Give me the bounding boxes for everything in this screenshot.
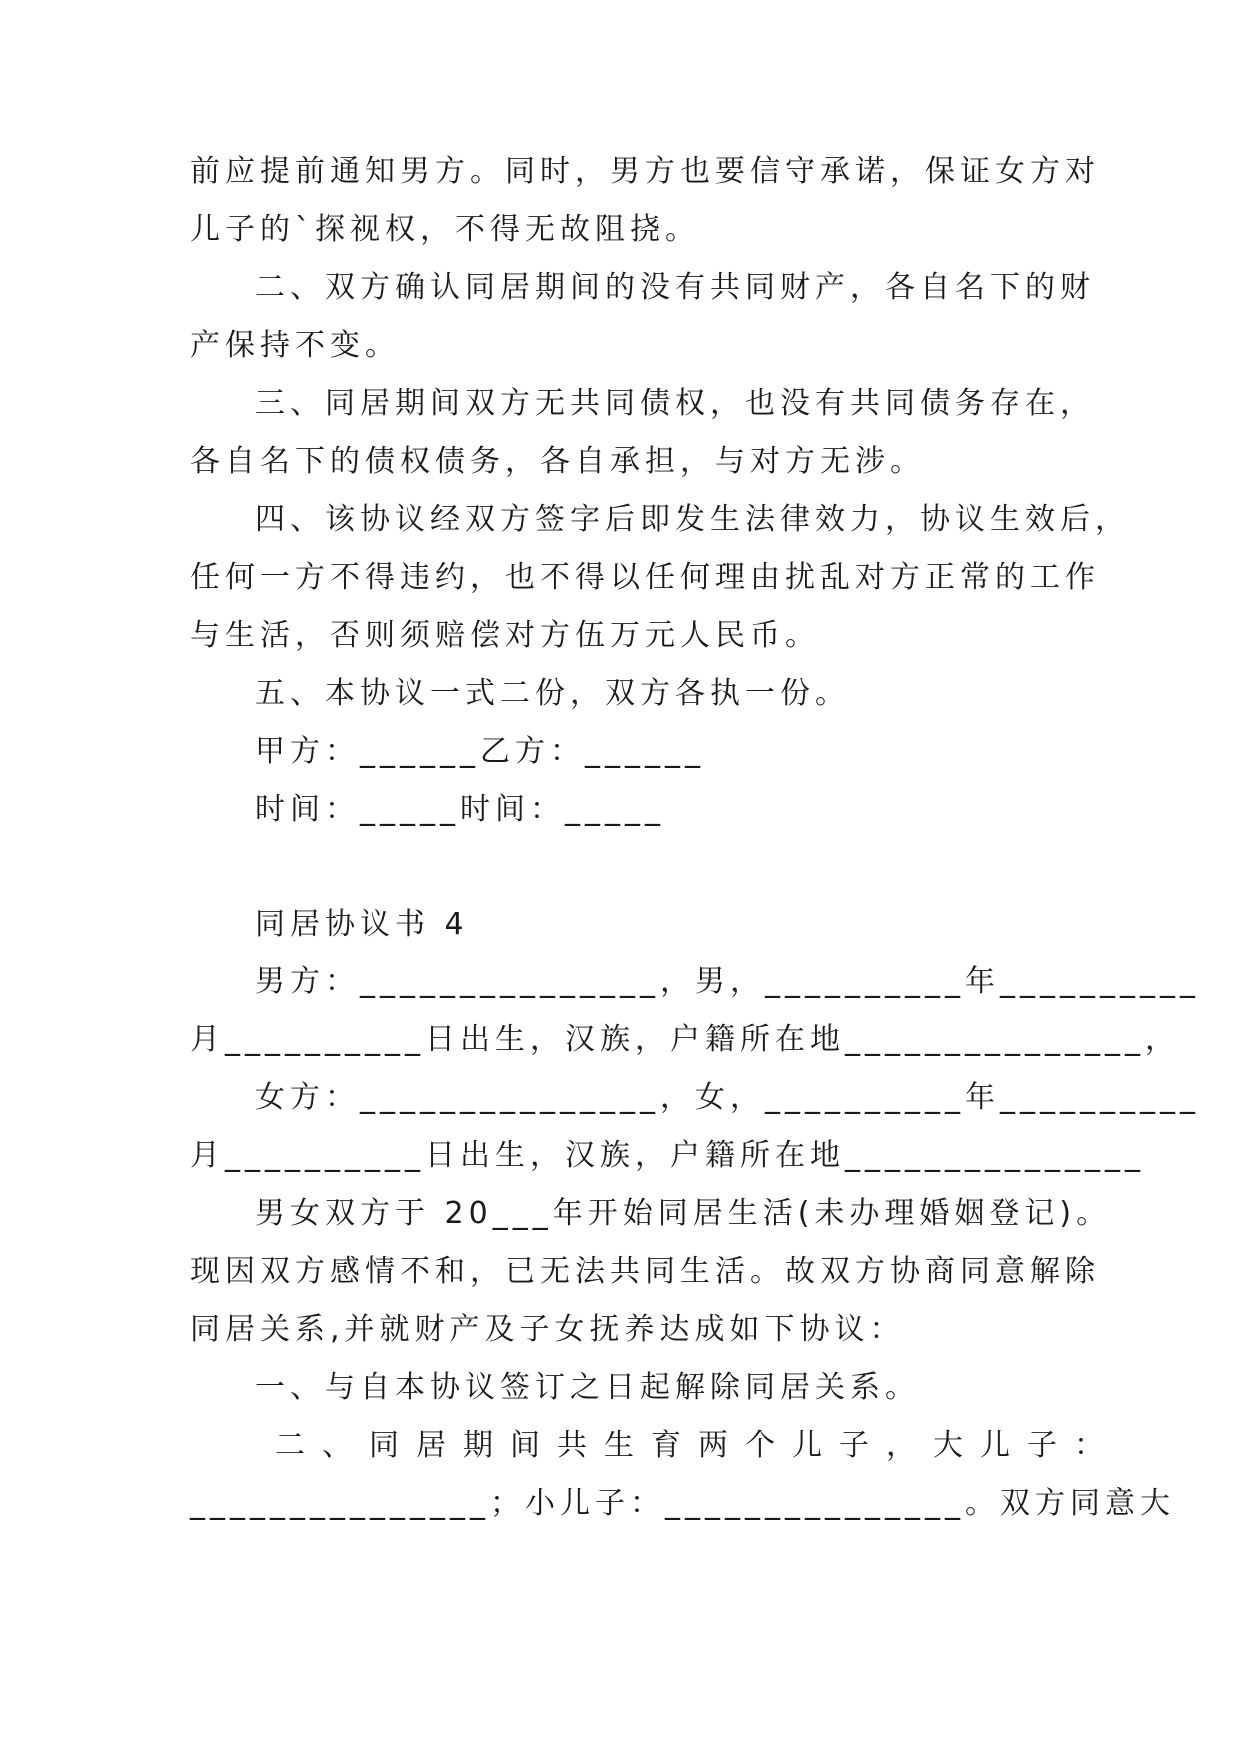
text-line: 现因双方感情不和，已无法共同生活。故双方协商同意解除 (190, 1254, 1100, 1289)
text-line: 男方：_______________，男，__________年__________ (255, 964, 1200, 999)
text-line: 一、与自本协议签订之日起解除同居关系。 (255, 1370, 920, 1405)
date-line: 时间：_____时间：_____ (255, 792, 665, 827)
text-line: 女方：_______________，女，__________年__________ (255, 1080, 1200, 1115)
text-line: _______________；小儿子：_______________。双方同意大 (190, 1486, 1175, 1521)
text-line: 月__________日出生，汉族，户籍所在地_______________， (190, 1022, 1180, 1057)
signature-line: 甲方：______乙方：______ (255, 734, 705, 769)
document-title: 同居协议书 4 (255, 907, 469, 942)
text-line: 任何一方不得违约，也不得以任何理由扰乱对方正常的工作 (190, 560, 1100, 595)
text-line: 前应提前通知男方。同时，男方也要信守承诺，保证女方对 (190, 154, 1100, 189)
text-line: 二、双方确认同居期间的没有共同财产，各自名下的财 (255, 270, 1095, 305)
text-line: 二、同居期间共生育两个儿子，大儿子： (275, 1428, 1121, 1463)
text-line: 各自名下的债权债务，各自承担，与对方无涉。 (190, 444, 925, 479)
text-line: 产保持不变。 (190, 328, 400, 363)
text-line: 与生活，否则须赔偿对方伍万元人民币。 (190, 618, 820, 653)
text-line: 儿子的`探视权，不得无故阻挠。 (190, 212, 700, 247)
text-line: 四、该协议经双方签字后即发生法律效力，协议生效后， (255, 502, 1130, 537)
text-line: 月__________日出生，汉族，户籍所在地_______________ (190, 1138, 1145, 1173)
text-line: 三、同居期间双方无共同债权，也没有共同债务存在， (255, 386, 1095, 421)
text-line: 男女双方于 20___年开始同居生活(未办理婚姻登记)。 (255, 1196, 1112, 1231)
text-line: 五、本协议一式二份，双方各执一份。 (255, 676, 850, 711)
text-line: 同居关系,并就财产及子女抚养达成如下协议： (190, 1312, 905, 1347)
